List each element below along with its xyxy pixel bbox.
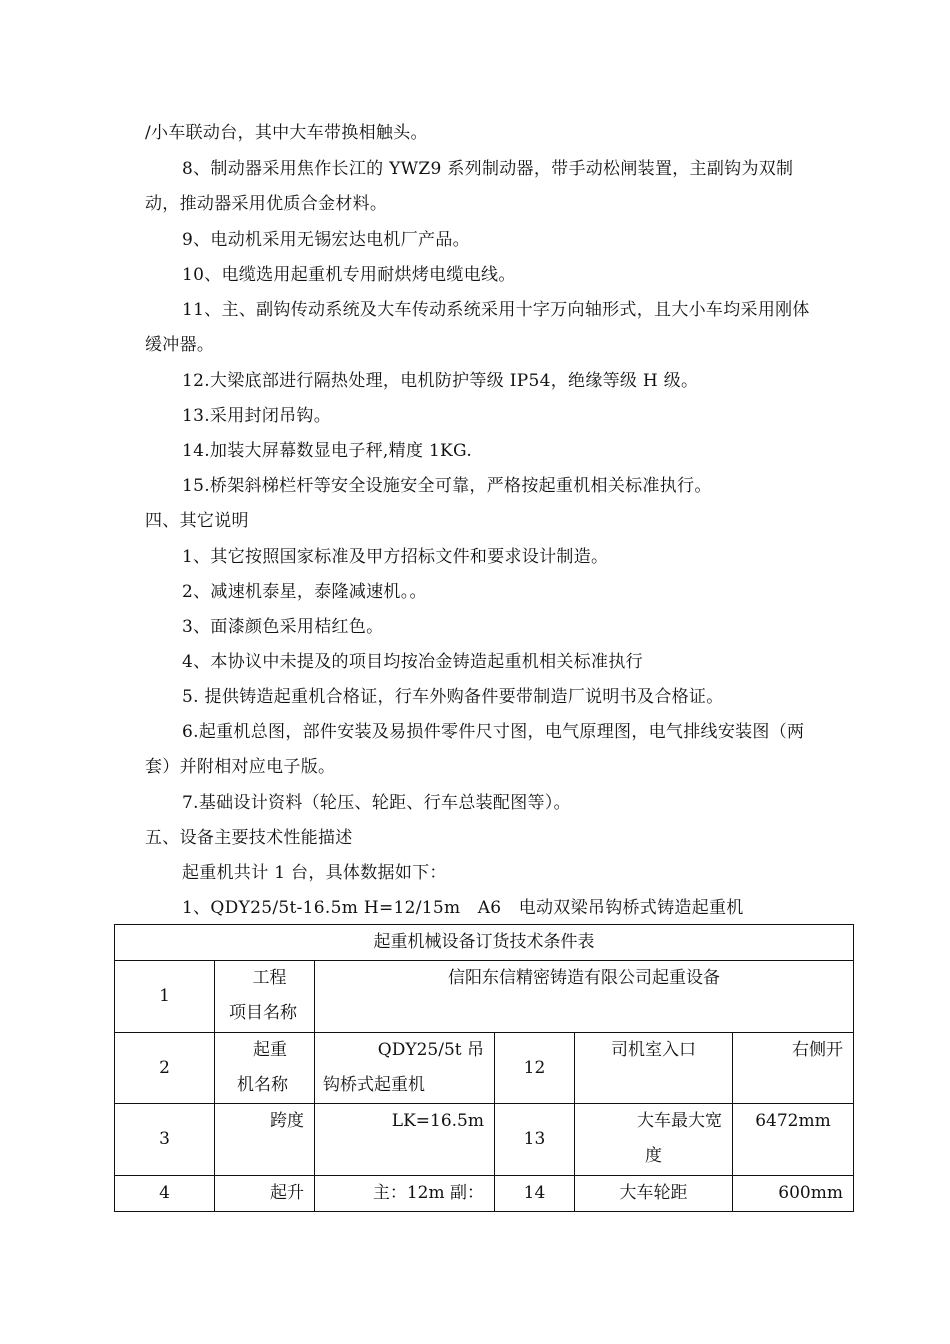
paragraph: 10、电缆选用起重机专用耐烘烤电缆电线。 bbox=[182, 265, 516, 285]
field-value bbox=[315, 1033, 495, 1104]
paragraph: 1、QDY25/5t-16.5m H=12/15m A6 电动双梁吊钩桥式铸造起重机 bbox=[182, 898, 744, 918]
section-heading: 五、设备主要技术性能描述 bbox=[145, 828, 353, 848]
field-label: 司机室入口 bbox=[575, 1033, 733, 1104]
row-number: 3 bbox=[115, 1104, 215, 1176]
paragraph: 13.采用封闭吊钩。 bbox=[182, 406, 332, 426]
table-title-row bbox=[115, 925, 854, 961]
paragraph: 15.桥架斜梯栏杆等安全设施安全可靠，严格按起重机相关标准执行。 bbox=[182, 476, 712, 496]
paragraph: 7.基础设计资料（轮压、轮距、行车总装配图等）。 bbox=[182, 793, 571, 813]
row-number: 4 bbox=[115, 1176, 215, 1212]
label-line: 项目名称 bbox=[229, 1003, 297, 1023]
paragraph: 9、电动机采用无锡宏达电机厂产品。 bbox=[182, 230, 470, 250]
field-value: 6472mm bbox=[733, 1104, 854, 1176]
label-line: 机名称 bbox=[237, 1075, 288, 1095]
section-heading: 四、其它说明 bbox=[145, 511, 249, 531]
spec-table bbox=[114, 924, 854, 1212]
table-title: 起重机械设备订货技术条件表 bbox=[115, 925, 854, 961]
paragraph: /小车联动台，其中大车带换相触头。 bbox=[145, 123, 428, 143]
field-value: LK=16.5m bbox=[315, 1104, 495, 1176]
paragraph: 3、面漆颜色采用桔红色。 bbox=[182, 617, 384, 637]
field-value: 主：12m 副： bbox=[315, 1176, 495, 1212]
label-line: 大车最大宽 bbox=[637, 1111, 722, 1131]
field-value: 信阳东信精密铸造有限公司起重设备 bbox=[315, 961, 854, 1033]
field-label: 起升 bbox=[215, 1176, 315, 1212]
table-row bbox=[115, 1033, 854, 1104]
paragraph: 12.大梁底部进行隔热处理，电机防护等级 IP54，绝缘等级 H 级。 bbox=[182, 371, 699, 391]
paragraph: 11、主、副钩传动系统及大车传动系统采用十字万向轴形式，且大小车均采用刚体缓冲器。 bbox=[145, 300, 810, 355]
field-label: 大车轮距 bbox=[575, 1176, 733, 1212]
paragraph: 4、本协议中未提及的项目均按冶金铸造起重机相关标准执行 bbox=[182, 652, 643, 672]
paragraph: 2、减速机泰星，泰隆减速机。。 bbox=[182, 582, 427, 602]
field-label bbox=[215, 1033, 315, 1104]
field-value: 600mm bbox=[733, 1176, 854, 1212]
row-number: 14 bbox=[495, 1176, 575, 1212]
label-line: 起重 bbox=[253, 1040, 287, 1060]
value-line: 钩桥式起重机 bbox=[323, 1075, 425, 1095]
field-label bbox=[215, 961, 315, 1033]
field-label bbox=[575, 1104, 733, 1176]
row-number: 13 bbox=[495, 1104, 575, 1176]
table-row bbox=[115, 1104, 854, 1176]
label-line: 度 bbox=[645, 1146, 662, 1166]
table-row bbox=[115, 961, 854, 1033]
paragraph: 8、制动器采用焦作长江的 YWZ9 系列制动器，带手动松闸装置，主副钩为双制动，推动器采用优质合金材料。 bbox=[145, 159, 794, 214]
paragraph: 起重机共计 1 台，具体数据如下： bbox=[182, 863, 447, 883]
paragraph: 14.加装大屏幕数显电子秤,精度 1KG. bbox=[182, 441, 473, 461]
label-line: 工程 bbox=[252, 968, 287, 988]
paragraph: 1、其它按照国家标准及甲方招标文件和要求设计制造。 bbox=[182, 547, 609, 567]
row-number: 2 bbox=[115, 1033, 215, 1104]
table-row bbox=[115, 1176, 854, 1212]
paragraph: 5. 提供铸造起重机合格证，行车外购备件要带制造厂说明书及合格证。 bbox=[182, 687, 724, 707]
paragraph: 6.起重机总图，部件安装及易损件零件尺寸图，电气原理图，电气排线安装图（两套）并附相对应电子版。 bbox=[145, 722, 805, 777]
row-number: 1 bbox=[115, 961, 215, 1033]
row-number: 12 bbox=[495, 1033, 575, 1104]
value-line: QDY25/5t 吊 bbox=[377, 1040, 484, 1060]
field-value: 右侧开 bbox=[733, 1033, 854, 1104]
field-label: 跨度 bbox=[215, 1104, 315, 1176]
